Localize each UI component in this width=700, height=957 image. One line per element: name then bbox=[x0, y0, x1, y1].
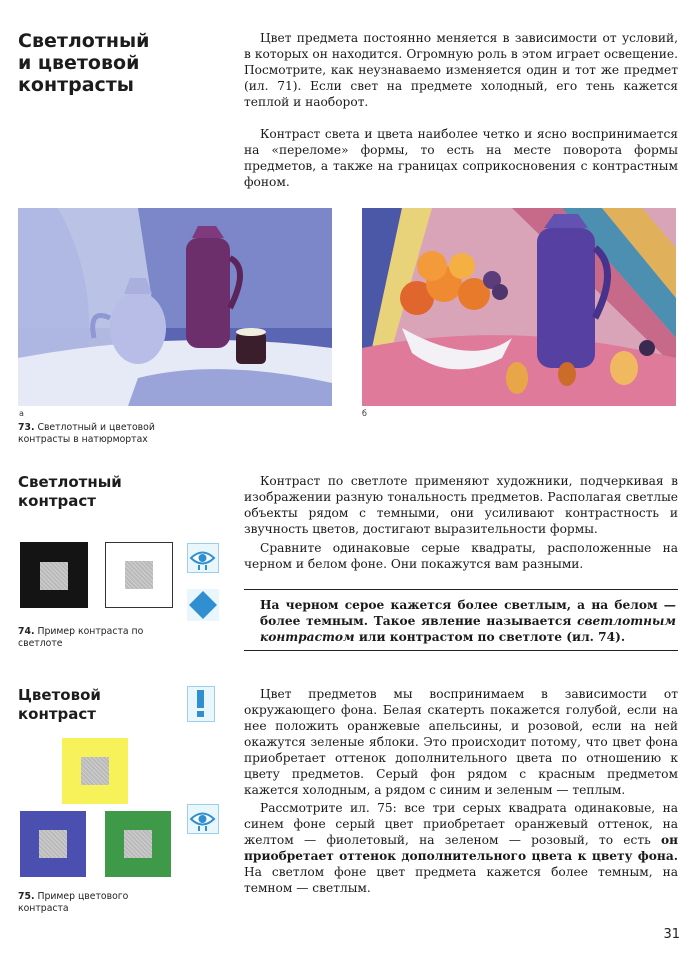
rule-text: или контрастом по светлоте (ил. 74). bbox=[354, 630, 626, 644]
white-square-with-gray bbox=[105, 542, 173, 608]
figure-74-caption bbox=[18, 626, 178, 650]
figure-label-a: а bbox=[19, 409, 24, 418]
heading-line: Светлотный bbox=[18, 30, 150, 52]
caption-text: Пример цветового контраста bbox=[18, 891, 129, 914]
gray-square bbox=[124, 830, 152, 858]
still-life-painting-a bbox=[18, 208, 332, 406]
heading-line: контраст bbox=[18, 705, 96, 723]
caption-number: 75. bbox=[18, 891, 35, 902]
rule-top-line bbox=[244, 589, 678, 590]
color-contrast-paragraph-2 bbox=[244, 800, 678, 896]
light-contrast-paragraph-2: Сравните одинаковые серые квадраты, расположенные на черном и белом фоне. Они покажутся вам разными. bbox=[244, 541, 678, 571]
section-heading-light-color-contrasts bbox=[18, 30, 149, 96]
heading-line: контрасты bbox=[18, 74, 134, 96]
intro-paragraph-2: Контраст света и цвета наиболее четко и ясно воспринимается на «переломе» формы, то есть на месте поворота формы предметов, а также на границах соприкосновения с контрастным фоном. bbox=[244, 127, 678, 189]
heading-line: контраст bbox=[18, 492, 96, 510]
page-number: 31 bbox=[663, 927, 680, 942]
rule-text: На черном серое кажется более светлым, а на белом — более темным. Такое явление называется bbox=[260, 598, 676, 628]
caption-text: Светлотный и цветовой контрасты в натюрмортах bbox=[18, 422, 155, 445]
green-square-with-gray bbox=[105, 811, 171, 877]
paragraph-text: На светлом фоне цвет предмета кажется более темным, на темном — светлым. bbox=[244, 865, 678, 895]
gray-square bbox=[39, 830, 67, 858]
heading-line: Светлотный bbox=[18, 473, 122, 491]
blue-square-with-gray bbox=[20, 811, 86, 877]
black-square-with-gray bbox=[20, 542, 88, 608]
gray-square bbox=[40, 562, 68, 590]
section-heading-color-contrast bbox=[18, 686, 101, 724]
caption-text: Пример контраста по светлоте bbox=[18, 626, 144, 649]
section-heading-light-contrast bbox=[18, 473, 122, 511]
heading-line: и цветовой bbox=[18, 52, 140, 74]
exclamation-icon bbox=[187, 686, 215, 722]
color-contrast-paragraph-1: Цвет предметов мы воспринимаем в зависимости от окружающего фона. Белая скатерть покажется голубой, если на нее положить оранжевые апельсины, и розовой, если на ней окажутся зеленые яблоки. Это происходит потому, что цвет фона приобретает оттенок дополнительного цвета по отношению к цвету предметов. Серый фон рядом с красным предметом кажется холодным, а рядом с синим и зеленым — теплым. bbox=[244, 687, 678, 797]
gray-square bbox=[81, 757, 109, 785]
paragraph-text: Рассмотрите ил. 75: все три серых квадрата одинаковые, на синем фоне серый цвет приобретает оранжевый оттенок, на желтом — фиолетовый, на зеленом — розовый, то есть bbox=[244, 801, 678, 847]
figure-label-b: б bbox=[362, 409, 367, 418]
yellow-square-with-gray bbox=[62, 738, 128, 804]
rule-term: светлотным контрастом bbox=[260, 614, 676, 644]
rule-statement bbox=[260, 597, 676, 645]
eye-icon bbox=[187, 543, 219, 573]
gray-square bbox=[125, 561, 153, 589]
paragraph-emphasis: он приобретает оттенок дополнительного цвета к цвету фона. bbox=[244, 833, 678, 863]
diamond-icon bbox=[187, 589, 219, 619]
figure-75-caption bbox=[18, 891, 178, 915]
figure-73-caption bbox=[18, 422, 208, 446]
rule-bottom-line bbox=[244, 650, 678, 651]
caption-number: 74. bbox=[18, 626, 35, 637]
eye-icon bbox=[187, 804, 219, 834]
still-life-painting-b bbox=[362, 208, 676, 406]
caption-number: 73. bbox=[18, 422, 35, 433]
intro-paragraph-1: Цвет предмета постоянно меняется в зависимости от условий, в которых он находится. Огромную роль в этом играет освещение. Посмотрите, как неузнаваемо изменяется один и тот же предмет (ил. 71). Если свет на предмете холодный, его тень кажется теплой и наоборот. bbox=[244, 31, 678, 109]
heading-line: Цветовой bbox=[18, 686, 101, 704]
light-contrast-paragraph-1: Контраст по светлоте применяют художники, подчеркивая в изображении разную тональность предметов. Располагая светлые объекты рядом с темными, они усиливают контрастность и звучность цветов, достигают выразительности формы. bbox=[244, 474, 678, 536]
